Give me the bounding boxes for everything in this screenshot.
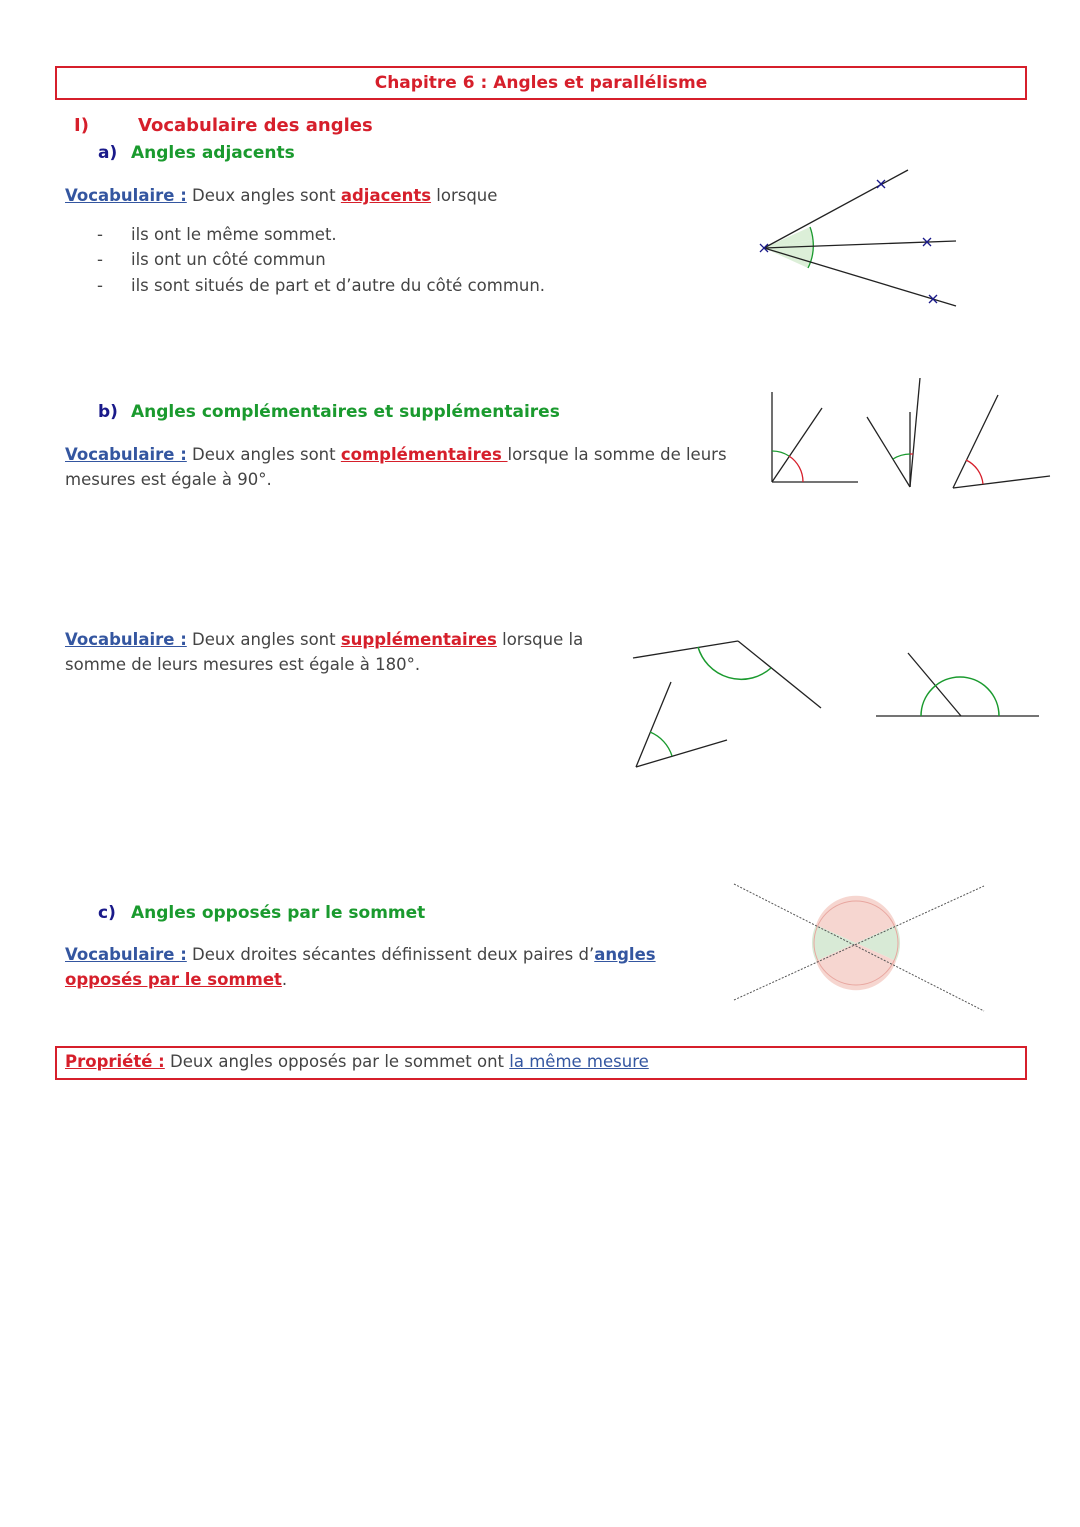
term-supplementaires: supplémentaires bbox=[340, 630, 497, 649]
def-text-after: lorsque bbox=[431, 186, 498, 205]
def-text-after: lorsque la bbox=[496, 630, 584, 649]
property-box bbox=[55, 1046, 1027, 1080]
def-text-line2: mesures est égale à 90°. bbox=[65, 470, 272, 489]
def-text: Deux angles sont bbox=[186, 186, 341, 205]
section-title: Vocabulaire des angles bbox=[138, 115, 373, 136]
subsection-b-title: Angles complémentaires et supplémentaires bbox=[131, 402, 560, 422]
vocab-label: Vocabulaire : bbox=[65, 630, 187, 649]
complementary-definition bbox=[65, 442, 727, 492]
supplementary-definition bbox=[65, 627, 583, 677]
def-text-after: lorsque la somme de leurs bbox=[507, 445, 727, 464]
subsection-b-letter: b) bbox=[98, 402, 118, 422]
chapter-title: Chapitre 6 : Angles et parallélisme bbox=[374, 73, 708, 93]
supplementary-angles-figure bbox=[625, 630, 1045, 775]
complementary-angles-figure bbox=[760, 375, 1060, 495]
subsection-a-title: Angles adjacents bbox=[131, 143, 295, 163]
property-value: la même mesure bbox=[509, 1052, 649, 1071]
adjacent-angles-figure bbox=[740, 160, 970, 320]
list-item: - ils ont un côté commun bbox=[97, 250, 326, 269]
adjacent-definition bbox=[65, 183, 497, 208]
subsection-a-letter: a) bbox=[98, 143, 118, 163]
term-opposes-par-le-sommet: opposés par le sommet bbox=[65, 970, 282, 989]
subsection-c-letter: c) bbox=[98, 903, 116, 923]
term-adjacents: adjacents bbox=[340, 186, 432, 205]
vertical-angles-definition bbox=[65, 942, 656, 992]
list-item: - ils sont situés de part et d’autre du côté commun. bbox=[97, 276, 546, 295]
section-number: I) bbox=[74, 115, 89, 136]
def-text: Deux angles sont bbox=[186, 630, 341, 649]
vocab-label: Vocabulaire : bbox=[65, 445, 187, 464]
def-text-after: . bbox=[281, 970, 288, 989]
chapter-title-box bbox=[55, 66, 1027, 100]
list-item: - ils ont le même sommet. bbox=[97, 225, 337, 244]
def-text: Deux angles sont bbox=[186, 445, 341, 464]
def-text-line2: somme de leurs mesures est égale à 180°. bbox=[65, 655, 421, 674]
vocab-label: Vocabulaire : bbox=[65, 945, 187, 964]
vertical-angles-figure bbox=[730, 880, 990, 1015]
vocab-label: Vocabulaire : bbox=[65, 186, 187, 205]
property-label: Propriété : bbox=[65, 1052, 165, 1071]
adjacent-conditions-list bbox=[97, 222, 597, 302]
def-text: Deux droites sécantes définissent deux paires d’ bbox=[186, 945, 595, 964]
subsection-c-title: Angles opposés par le sommet bbox=[131, 903, 426, 923]
property-text: Deux angles opposés par le sommet ont bbox=[164, 1052, 510, 1071]
term-angles: angles bbox=[594, 945, 656, 964]
term-complementaires: complémentaires bbox=[340, 445, 508, 464]
